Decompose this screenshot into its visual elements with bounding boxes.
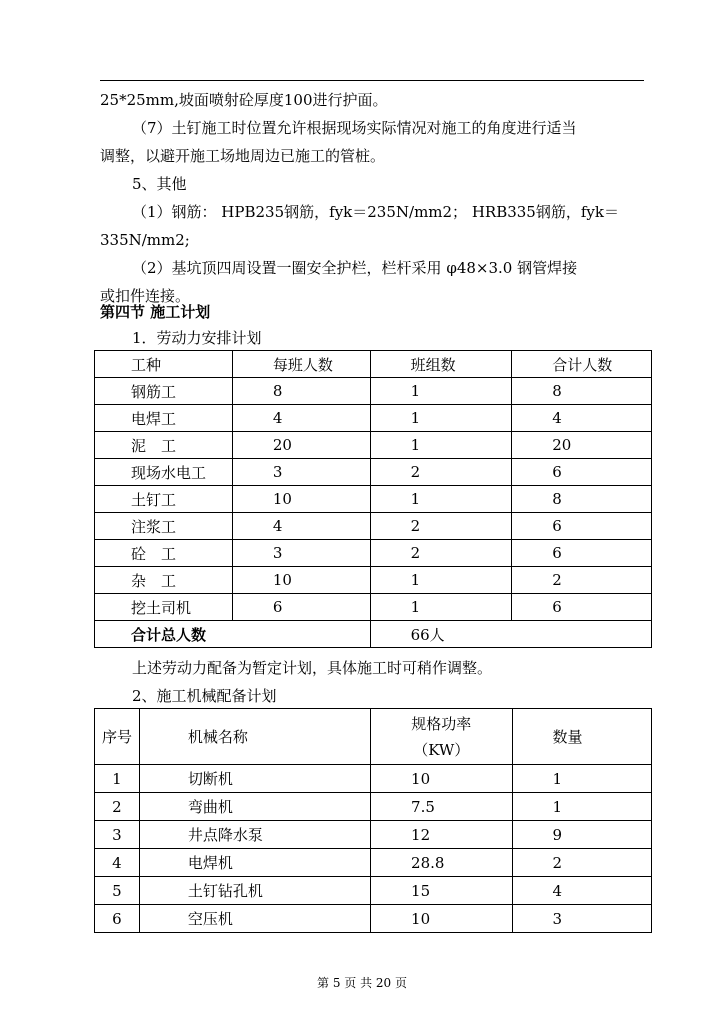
table-cell: 2 [370,513,512,540]
table-row [95,540,652,567]
table-header-cell: 每班人数 [232,351,370,378]
table-cell: 1 [512,765,651,793]
table-cell: 1 [370,486,512,513]
table-cell: 1 [370,594,512,621]
table-cell: 10 [371,765,512,793]
header-rule [100,80,644,81]
table-row [95,905,652,933]
table-header-row [95,351,652,378]
table-total-row [95,621,652,648]
header-power-unit: （KW） [413,740,470,759]
table-cell: 切断机 [139,765,370,793]
table-row [95,821,652,849]
paragraph-line: 5、其他 [132,175,187,193]
total-value: 66人 [370,621,651,648]
table-row [95,849,652,877]
table-cell: 10 [232,567,370,594]
table-cell: 6 [95,905,140,933]
table-cell: 1 [370,405,512,432]
table-cell: 8 [512,378,652,405]
paragraph-line: （2）基坑顶四周设置一圈安全护栏，栏杆采用 φ48×3.0 钢管焊接 [132,259,578,277]
table-cell: 6 [512,513,652,540]
table-cell: 1 [95,765,140,793]
table-cell: 28.8 [371,849,512,877]
table-cell: 10 [371,905,512,933]
table-cell: 1 [370,378,512,405]
table-row [95,432,652,459]
table-header-cell: 合计人数 [512,351,652,378]
table-cell: 2 [512,849,651,877]
table-cell: 2 [95,793,140,821]
table-cell: 1 [370,432,512,459]
table-cell: 10 [232,486,370,513]
table-header-cell: 序号 [95,709,140,765]
table-cell: 4 [95,849,140,877]
table-cell: 电焊机 [139,849,370,877]
table-cell: 6 [512,594,652,621]
table-cell: 2 [370,459,512,486]
machine-table [94,708,652,933]
table-row [95,765,652,793]
paragraph-line: （7）土钉施工时位置允许根据现场实际情况对施工的角度进行适当 [132,119,577,137]
table-header-cell: 数量 [512,709,651,765]
header-power-label: 规格功率 [411,714,472,733]
paragraph-line: 25*25mm,坡面喷射砼厚度100进行护面。 [100,91,388,109]
labor-table [94,350,652,648]
table-row [95,405,652,432]
table-cell: 20 [512,432,652,459]
table-cell: 土钉工 [95,486,233,513]
table-cell: 8 [512,486,652,513]
table-cell: 土钉钻孔机 [139,877,370,905]
paragraph-line: 或扣件连接。 [100,287,191,305]
paragraph-line: （1）钢筋： HPB235钢筋，fyk＝235N/mm2； HRB335钢筋，fyk＝ [132,203,619,221]
table-header-cell: 工种 [95,351,233,378]
table-header-cell: 机械名称 [139,709,370,765]
table-header-cell: 班组数 [370,351,512,378]
table-row [95,793,652,821]
table-cell: 3 [232,540,370,567]
table-cell: 8 [232,378,370,405]
table-row [95,459,652,486]
table-row [95,567,652,594]
paragraph-line: 335N/mm2; [100,231,190,249]
table-cell: 6 [512,540,652,567]
table-cell: 15 [371,877,512,905]
table-cell: 1 [512,793,651,821]
table-header-cell [371,709,512,765]
table-cell: 4 [232,405,370,432]
table-cell: 3 [95,821,140,849]
table-cell: 注浆工 [95,513,233,540]
table-cell: 4 [512,877,651,905]
table-row [95,594,652,621]
table-cell: 3 [512,905,651,933]
table-cell: 6 [232,594,370,621]
table-cell: 弯曲机 [139,793,370,821]
table-header-row [95,709,652,765]
table-cell: 3 [232,459,370,486]
table-cell: 杂 工 [95,567,233,594]
table-cell: 1 [370,567,512,594]
table-cell: 9 [512,821,651,849]
table-cell: 电焊工 [95,405,233,432]
page-footer: 第 5 页 共 20 页 [317,976,407,990]
table-cell: 4 [232,513,370,540]
table-cell: 4 [512,405,652,432]
subheading-machines: 2、施工机械配备计划 [132,687,277,705]
paragraph-line: 调整，以避开施工场地周边已施工的管桩。 [100,147,386,165]
section-heading: 第四节 施工计划 [100,303,211,321]
table-row [95,513,652,540]
table-cell: 挖土司机 [95,594,233,621]
table-row [95,486,652,513]
table-cell: 12 [371,821,512,849]
subheading-labor: 1．劳动力安排计划 [132,329,262,347]
table-cell: 2 [512,567,652,594]
table-cell: 20 [232,432,370,459]
table-cell: 泥 工 [95,432,233,459]
note-line: 上述劳动力配备为暂定计划，具体施工时可稍作调整。 [132,659,493,677]
table-cell: 5 [95,877,140,905]
table-cell: 7.5 [371,793,512,821]
table-row [95,877,652,905]
table-cell: 空压机 [139,905,370,933]
table-cell: 现场水电工 [95,459,233,486]
table-cell: 钢筋工 [95,378,233,405]
table-cell: 2 [370,540,512,567]
total-label: 合计总人数 [95,621,371,648]
table-row [95,378,652,405]
table-cell: 井点降水泵 [139,821,370,849]
table-cell: 砼 工 [95,540,233,567]
table-cell: 6 [512,459,652,486]
